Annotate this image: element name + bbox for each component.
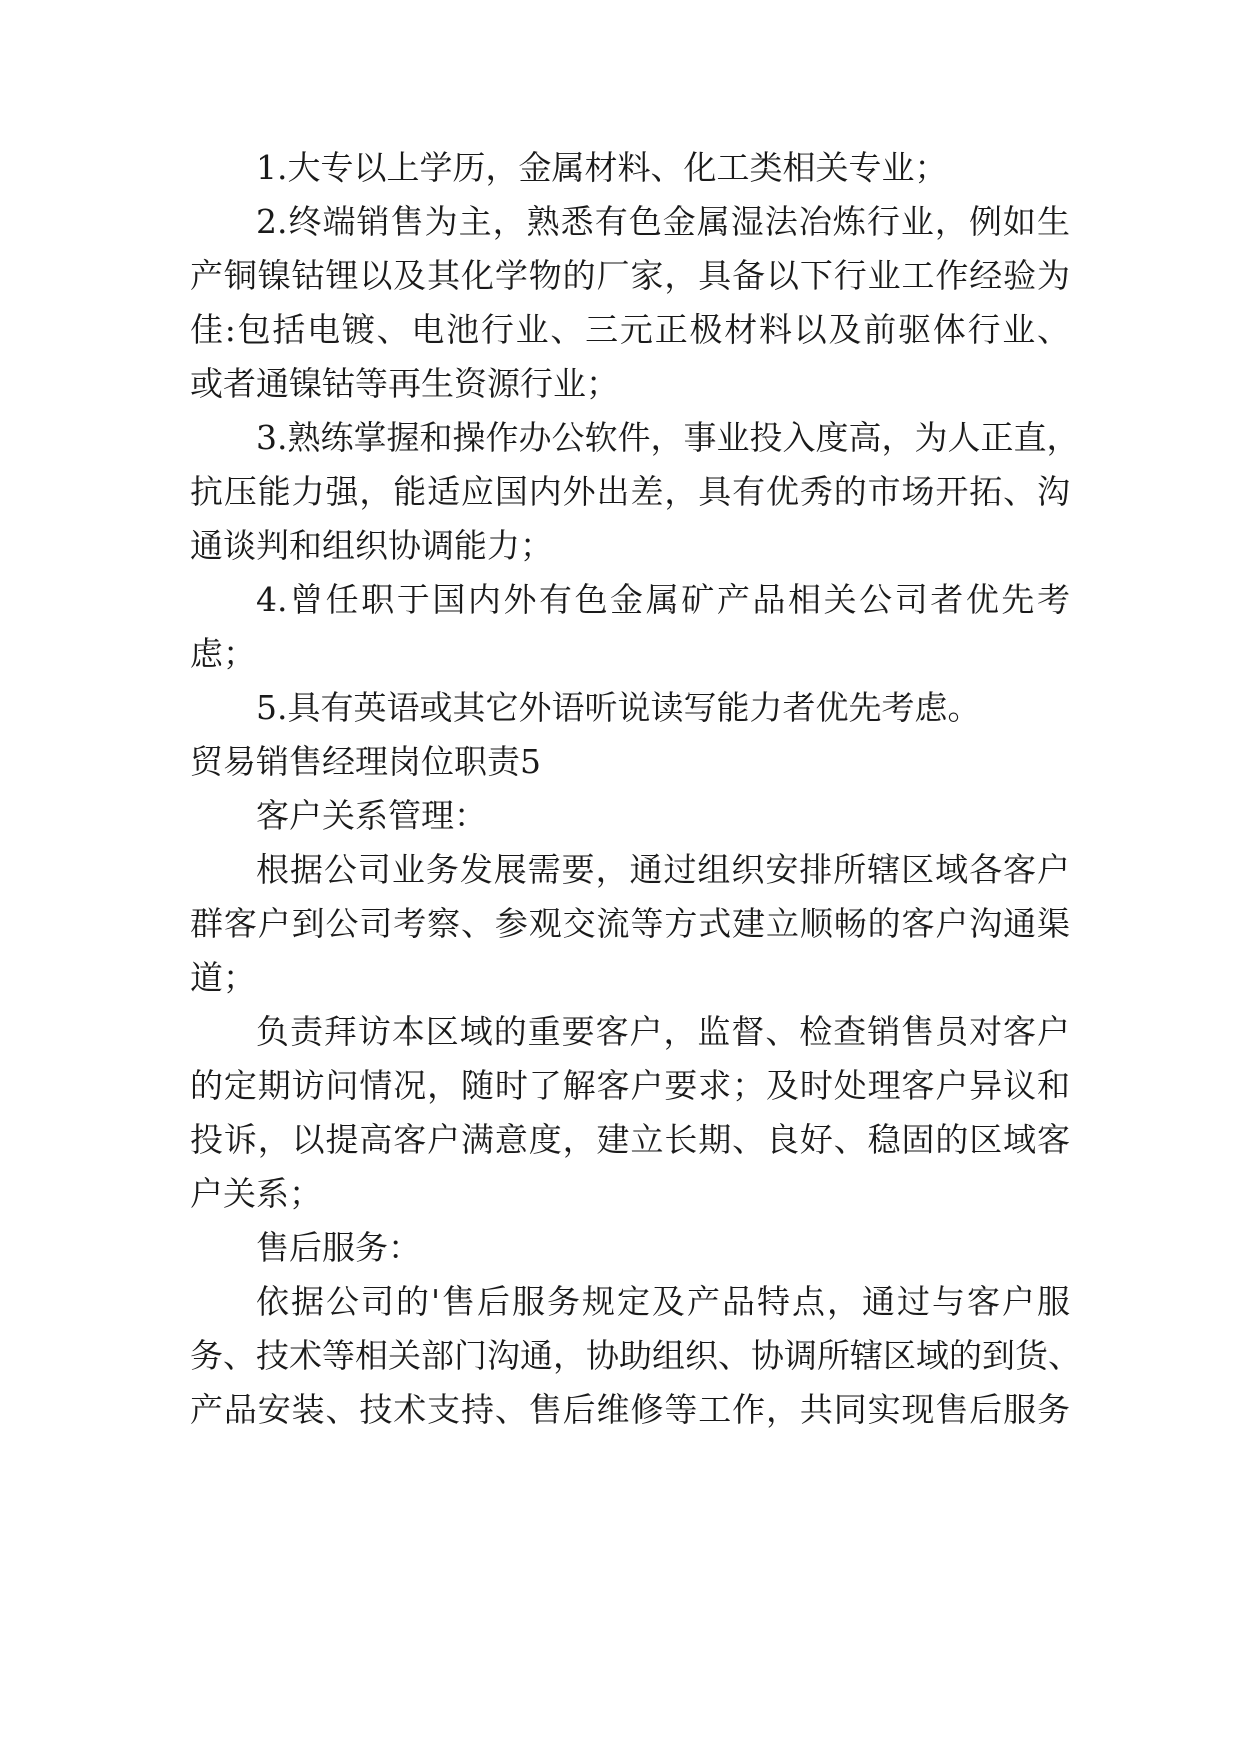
paragraph-3-line-3: 产品安装、技术支持、售后维修等工作，共同实现售后服务 xyxy=(190,1390,1070,1429)
requirement-3-line-3: 通谈判和组织协调能力； xyxy=(190,526,553,565)
paragraph-2-line-3: 投诉，以提高客户满意度，建立长期、良好、稳固的区域客 xyxy=(190,1120,1070,1159)
paragraph-1-line-2: 群客户到公司考察、参观交流等方式建立顺畅的客户沟通渠 xyxy=(190,904,1070,943)
requirement-4-line-2: 虑； xyxy=(190,634,256,673)
subheading-customer-relations: 客户关系管理： xyxy=(256,796,487,835)
section-heading: 贸易销售经理岗位职责5 xyxy=(190,742,541,781)
requirement-3-line-1: 3.熟练掌握和操作办公软件，事业投入度高，为人正直， xyxy=(256,418,1080,457)
paragraph-3-line-2: 务、技术等相关部门沟通，协助组织、协调所辖区域的到货、 xyxy=(190,1336,1081,1375)
requirement-2-line-4: 或者通镍钴等再生资源行业； xyxy=(190,364,619,403)
requirement-4-line-1: 4.曾任职于国内外有色金属矿产品相关公司者优先考 xyxy=(256,580,1070,619)
requirement-2-line-1: 2.终端销售为主，熟悉有色金属湿法冶炼行业，例如生 xyxy=(256,202,1070,241)
paragraph-2-line-4: 户关系； xyxy=(190,1174,322,1213)
requirement-3-line-2: 抗压能力强，能适应国内外出差，具有优秀的市场开拓、沟 xyxy=(190,472,1070,511)
requirement-5-line-1: 5.具有英语或其它外语听说读写能力者优先考虑。 xyxy=(256,688,981,727)
subheading-after-sales: 售后服务： xyxy=(256,1228,421,1267)
paragraph-1-line-1: 根据公司业务发展需要，通过组织安排所辖区域各客户 xyxy=(256,850,1070,889)
paragraph-1-line-3: 道； xyxy=(190,958,256,997)
paragraph-2-line-2: 的定期访问情况，随时了解客户要求；及时处理客户异议和 xyxy=(190,1066,1070,1105)
paragraph-2-line-1: 负责拜访本区域的重要客户，监督、检查销售员对客户 xyxy=(256,1012,1070,1051)
requirement-2-line-3: 佳:包括电镀、电池行业、三元正极材料以及前驱体行业、 xyxy=(190,310,1070,349)
paragraph-3-line-1: 依据公司的'售后服务规定及产品特点，通过与客户服 xyxy=(256,1282,1070,1321)
requirement-1-line-1: 1.大专以上学历，金属材料、化工类相关专业； xyxy=(256,148,948,187)
requirement-2-line-2: 产铜镍钴锂以及其化学物的厂家，具备以下行业工作经验为 xyxy=(190,256,1070,295)
